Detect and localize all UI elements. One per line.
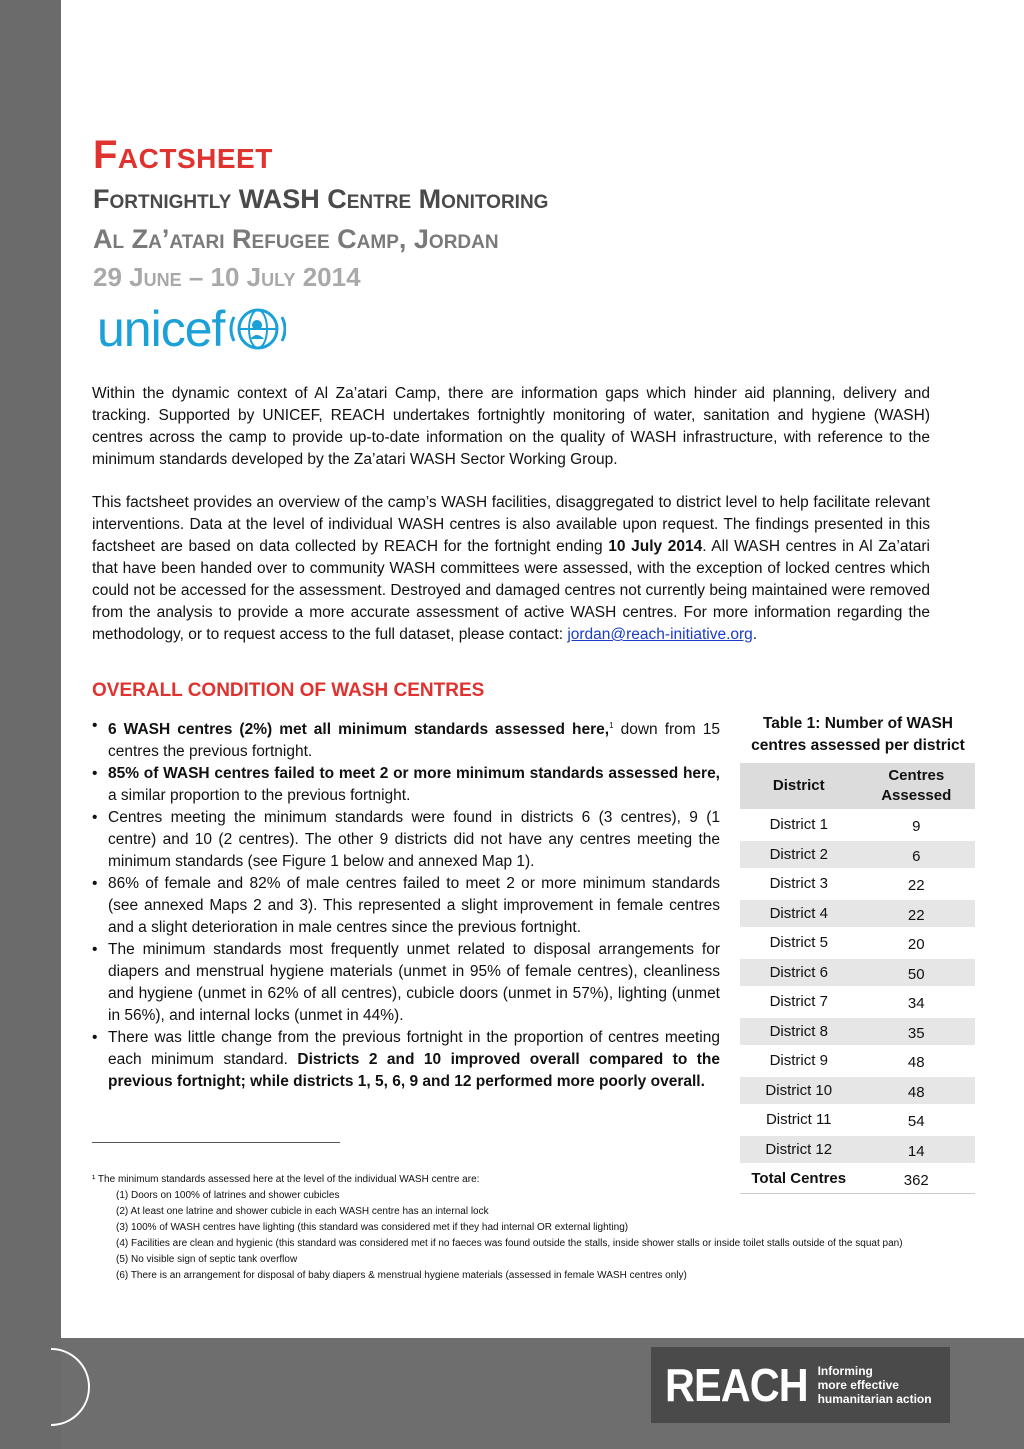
reach-tagline-line: more effective bbox=[817, 1378, 899, 1392]
count-cell: 34 bbox=[858, 987, 976, 1017]
intro-text-b: . All WASH centres in Al Za’atari that have been handed over to community WASH committees were assessed, with the exception of locked centres which could not be accessed for the assessment. Destroyed and damaged centres not currently being maintained were removed from the analysis to provide a more accurate assessment of active WASH centres. For more information regarding the methodology, or to request access to the full dataset, please contact: bbox=[92, 538, 931, 643]
left-sidebar-bar bbox=[0, 0, 61, 1449]
finding-6-bold: Districts 2 and 10 improved overall compared to the previous fortnight; while districts 1, 5, 6, 9 and 12 performed more poorly overall. bbox=[108, 1051, 720, 1091]
section-heading: OVERALL CONDITION OF WASH CENTRES bbox=[92, 680, 485, 701]
finding-1-text: down from 15 centres the previous fortnight. bbox=[108, 721, 720, 761]
district-cell: District 9 bbox=[740, 1046, 858, 1076]
reach-logo bbox=[651, 1347, 950, 1423]
list-item bbox=[92, 873, 720, 939]
finding-4-text: 86% of female and 82% of male centres failed to meet 2 or more minimum standards (see annexed Maps 2 and 3). This represented a slight improvement in female centres and a slight deterioration in male centres since the previous fortnight. bbox=[108, 875, 720, 937]
district-cell: District 1 bbox=[740, 810, 858, 840]
finding-5-text: The minimum standards most frequently unmet related to disposal arrangements for diapers and menstrual hygiene materials (unmet in 95% of female centres), cleanliness and hygiene (unmet in 62% of all centres), cubicle doors (unmet in 57%), lighting (unmet in 56%), and internal locks (unmet in 44%). bbox=[108, 941, 720, 1025]
district-cell: District 8 bbox=[740, 1017, 858, 1047]
total-value-cell: 362 bbox=[858, 1164, 976, 1193]
finding-6-text: There was little change from the previous fortnight in the proportion of centres meeting each minimum standard. bbox=[108, 1029, 720, 1069]
district-cell: District 4 bbox=[740, 899, 858, 929]
unicef-logo bbox=[97, 300, 286, 358]
column-header-district: District bbox=[740, 763, 858, 810]
reach-logo-text: REACH bbox=[665, 1359, 808, 1411]
list-item bbox=[92, 715, 720, 763]
footnote-item: (6) There is an arrangement for disposal of baby diapers & menstrual hygiene materials (assessed in female WASH centres only) bbox=[116, 1270, 687, 1281]
count-cell: 22 bbox=[858, 899, 976, 929]
count-cell: 6 bbox=[858, 840, 976, 870]
table-row bbox=[740, 869, 975, 899]
table-title: Table 1: Number of WASH centres assessed per district bbox=[751, 715, 965, 754]
intro-paragraph-2 bbox=[92, 492, 930, 646]
district-cell: District 12 bbox=[740, 1135, 858, 1165]
subtitle-monitoring: Fortnightly WASH Centre Monitoring bbox=[93, 184, 549, 214]
intro-paragraph-1: Within the dynamic context of Al Za’atari Camp, there are information gaps which hinder aid planning, delivery and tracking. Supported by UNICEF, REACH undertakes fortnightly monitoring of water, sanitation and hygiene (WASH) centres across the camp to provide up-to-date information on the quality of WASH infrastructure, with reference to the minimum standards developed by the Za’atari WASH Sector Working Group. bbox=[92, 385, 930, 468]
count-cell: 20 bbox=[858, 928, 976, 958]
subtitle-location: Al Za’atari Refugee Camp, Jordan bbox=[93, 224, 499, 254]
intro-date-bold: 10 July 2014 bbox=[608, 538, 703, 555]
findings-list bbox=[92, 715, 720, 1093]
list-item bbox=[92, 807, 720, 873]
count-cell: 48 bbox=[858, 1046, 976, 1076]
contact-email-link[interactable]: jordan@reach-initiative.org bbox=[567, 626, 753, 643]
footnote-item: (4) Facilities are clean and hygienic (this standard was considered met if no faeces was found outside the stalls, inside shower stalls or inside toilet stalls outside of the squat pan) bbox=[116, 1238, 903, 1249]
table-row bbox=[740, 928, 975, 958]
count-cell: 48 bbox=[858, 1076, 976, 1106]
district-table bbox=[740, 763, 975, 1194]
footnote-item: (1) Doors on 100% of latrines and shower cubicles bbox=[116, 1190, 340, 1201]
table-row bbox=[740, 958, 975, 988]
footnote-intro: ¹ The minimum standards assessed here at the level of the individual WASH centre are: bbox=[92, 1174, 480, 1185]
reach-tagline-line: humanitarian action bbox=[817, 1392, 932, 1406]
page-title: Factsheet bbox=[93, 133, 273, 177]
table-row bbox=[740, 1046, 975, 1076]
table-row bbox=[740, 1017, 975, 1047]
district-cell: District 7 bbox=[740, 987, 858, 1017]
footnotes bbox=[92, 1172, 937, 1284]
district-cell: District 10 bbox=[740, 1076, 858, 1106]
list-item bbox=[92, 939, 720, 1027]
footnote-ref: 1 bbox=[609, 721, 614, 730]
reach-tagline-line: Informing bbox=[817, 1364, 873, 1378]
finding-2-bold: 85% of WASH centres failed to meet 2 or more minimum standards assessed here, bbox=[108, 765, 720, 783]
list-item bbox=[92, 1027, 720, 1093]
count-cell: 54 bbox=[858, 1105, 976, 1135]
count-cell: 50 bbox=[858, 958, 976, 988]
count-cell: 14 bbox=[858, 1135, 976, 1165]
table-row bbox=[740, 810, 975, 840]
footnote-divider bbox=[92, 1142, 340, 1143]
finding-3-text: Centres meeting the minimum standards were found in districts 6 (3 centres), 9 (1 centre) and 10 (2 centres). The other 9 districts did not have any centres meeting the minimum standards (see Figure 1 below and annexed Map 1). bbox=[108, 809, 720, 871]
footnote-item: (2) At least one latrine and shower cubicle in each WASH centre has an internal lock bbox=[116, 1206, 489, 1217]
intro-text-end: . bbox=[752, 626, 758, 643]
unicef-logo-text: unicef bbox=[97, 301, 225, 357]
district-cell: District 2 bbox=[740, 840, 858, 870]
table-row bbox=[740, 1076, 975, 1106]
district-cell: District 5 bbox=[740, 928, 858, 958]
district-cell: District 11 bbox=[740, 1105, 858, 1135]
count-cell: 9 bbox=[858, 810, 976, 840]
district-cell: District 6 bbox=[740, 958, 858, 988]
table-row bbox=[740, 899, 975, 929]
total-label-cell: Total Centres bbox=[740, 1164, 858, 1193]
unicef-globe-icon bbox=[226, 303, 286, 355]
count-cell: 22 bbox=[858, 869, 976, 899]
intro-text-a: This factsheet provides an overview of the camp’s WASH facilities, disaggregated to district level to help facilitate relevant interventions. Data at the level of individual WASH centres is also available upon request. The findings presented in this factsheet are based on data collected by REACH for the fortnight ending bbox=[92, 494, 930, 555]
count-cell: 35 bbox=[858, 1017, 976, 1047]
reach-tagline bbox=[818, 1364, 932, 1406]
column-header-centres: Centres Assessed bbox=[858, 763, 976, 810]
table-row bbox=[740, 987, 975, 1017]
table-row bbox=[740, 840, 975, 870]
footnote-item: (5) No visible sign of septic tank overflow bbox=[116, 1254, 298, 1265]
finding-1-bold: 6 WASH centres (2%) met all minimum standards assessed here, bbox=[108, 721, 610, 739]
footnote-item: (3) 100% of WASH centres have lighting (this standard was considered met if they had internal OR external lighting) bbox=[116, 1222, 629, 1233]
finding-2-text: a similar proportion to the previous fortnight. bbox=[108, 787, 411, 805]
list-item bbox=[92, 763, 720, 807]
table-row bbox=[740, 1135, 975, 1165]
district-cell: District 3 bbox=[740, 869, 858, 899]
subtitle-dates: 29 June – 10 July 2014 bbox=[93, 262, 361, 292]
table-row bbox=[740, 1105, 975, 1135]
